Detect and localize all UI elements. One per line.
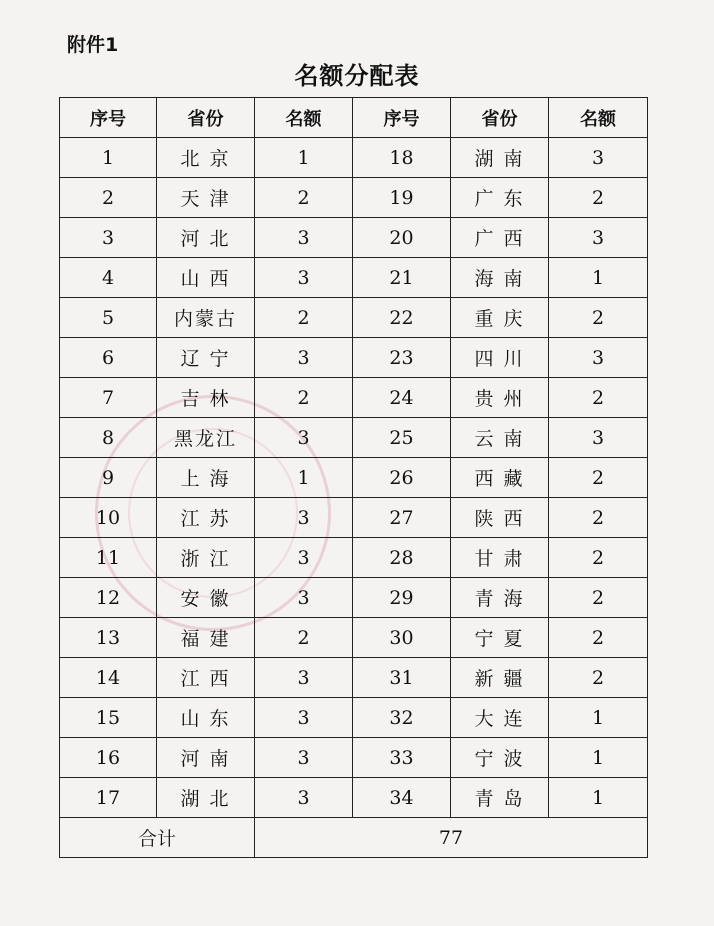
row-province-left: 天 津	[157, 178, 255, 218]
row-province-left: 江 苏	[157, 498, 255, 538]
row-no-left: 14	[60, 658, 157, 698]
row-quota-left: 2	[255, 618, 353, 658]
row-no-right: 26	[353, 458, 451, 498]
row-province-left: 湖 北	[157, 778, 255, 818]
row-no-left: 17	[60, 778, 157, 818]
row-province-left: 山 东	[157, 698, 255, 738]
row-province-right: 海 南	[451, 258, 549, 298]
row-province-right: 西 藏	[451, 458, 549, 498]
row-no-right: 22	[353, 298, 451, 338]
row-no-right: 25	[353, 418, 451, 458]
row-province-right: 青 海	[451, 578, 549, 618]
row-quota-left: 3	[255, 218, 353, 258]
row-province-left: 河 南	[157, 738, 255, 778]
row-province-left: 江 西	[157, 658, 255, 698]
row-province-left: 福 建	[157, 618, 255, 658]
row-quota-left: 3	[255, 698, 353, 738]
row-no-left: 11	[60, 538, 157, 578]
row-quota-right: 2	[549, 538, 648, 578]
row-no-right: 33	[353, 738, 451, 778]
table-row	[60, 698, 648, 738]
row-no-right: 31	[353, 658, 451, 698]
header-right-no: 序号	[353, 98, 451, 138]
row-quota-left: 3	[255, 498, 353, 538]
row-no-left: 15	[60, 698, 157, 738]
row-quota-left: 1	[255, 458, 353, 498]
row-province-left: 辽 宁	[157, 338, 255, 378]
row-no-right: 24	[353, 378, 451, 418]
table-row	[60, 298, 648, 338]
row-province-right: 宁 夏	[451, 618, 549, 658]
table-row	[60, 258, 648, 298]
row-no-left: 8	[60, 418, 157, 458]
row-province-right: 大 连	[451, 698, 549, 738]
table-header-row	[60, 98, 648, 138]
row-quota-left: 2	[255, 298, 353, 338]
table-row	[60, 658, 648, 698]
table-row	[60, 338, 648, 378]
row-no-right: 30	[353, 618, 451, 658]
row-quota-left: 3	[255, 418, 353, 458]
row-quota-right: 2	[549, 658, 648, 698]
row-quota-right: 1	[549, 738, 648, 778]
row-province-right: 青 岛	[451, 778, 549, 818]
row-province-left: 安 徽	[157, 578, 255, 618]
row-province-right: 重 庆	[451, 298, 549, 338]
row-province-right: 陕 西	[451, 498, 549, 538]
header-left-province: 省份	[157, 98, 255, 138]
row-province-left: 黑龙江	[157, 418, 255, 458]
row-quota-right: 3	[549, 338, 648, 378]
row-quota-left: 3	[255, 258, 353, 298]
row-no-right: 21	[353, 258, 451, 298]
row-province-right: 云 南	[451, 418, 549, 458]
row-province-right: 广 西	[451, 218, 549, 258]
row-quota-right: 2	[549, 298, 648, 338]
row-no-left: 5	[60, 298, 157, 338]
row-quota-right: 1	[549, 258, 648, 298]
row-no-left: 7	[60, 378, 157, 418]
table-row	[60, 218, 648, 258]
table-row	[60, 138, 648, 178]
table-row	[60, 778, 648, 818]
row-province-left: 内蒙古	[157, 298, 255, 338]
row-province-right: 四 川	[451, 338, 549, 378]
row-no-right: 29	[353, 578, 451, 618]
quota-allocation-table	[59, 97, 648, 858]
row-quota-right: 2	[549, 578, 648, 618]
row-quota-right: 2	[549, 618, 648, 658]
total-value: 77	[255, 818, 648, 858]
row-no-right: 19	[353, 178, 451, 218]
row-province-left: 浙 江	[157, 538, 255, 578]
row-quota-right: 2	[549, 378, 648, 418]
row-quota-right: 1	[549, 698, 648, 738]
row-no-right: 27	[353, 498, 451, 538]
row-no-left: 9	[60, 458, 157, 498]
row-quota-right: 1	[549, 778, 648, 818]
table-row	[60, 618, 648, 658]
row-quota-right: 3	[549, 138, 648, 178]
row-quota-right: 2	[549, 458, 648, 498]
row-no-right: 34	[353, 778, 451, 818]
row-no-left: 4	[60, 258, 157, 298]
attachment-label: 附件1	[67, 34, 119, 56]
row-province-right: 贵 州	[451, 378, 549, 418]
row-quota-right: 3	[549, 418, 648, 458]
row-no-left: 6	[60, 338, 157, 378]
row-province-left: 山 西	[157, 258, 255, 298]
row-quota-right: 3	[549, 218, 648, 258]
row-no-left: 12	[60, 578, 157, 618]
header-right-province: 省份	[451, 98, 549, 138]
row-no-left: 16	[60, 738, 157, 778]
total-row	[60, 818, 648, 858]
row-no-right: 18	[353, 138, 451, 178]
row-quota-left: 2	[255, 378, 353, 418]
row-no-left: 3	[60, 218, 157, 258]
table-row	[60, 178, 648, 218]
row-quota-left: 3	[255, 338, 353, 378]
row-quota-left: 3	[255, 738, 353, 778]
row-province-left: 吉 林	[157, 378, 255, 418]
row-province-right: 新 疆	[451, 658, 549, 698]
row-no-left: 13	[60, 618, 157, 658]
header-left-no: 序号	[60, 98, 157, 138]
table-row	[60, 418, 648, 458]
row-quota-right: 2	[549, 498, 648, 538]
row-quota-left: 3	[255, 658, 353, 698]
row-province-right: 湖 南	[451, 138, 549, 178]
row-quota-left: 3	[255, 538, 353, 578]
row-quota-left: 3	[255, 778, 353, 818]
row-quota-left: 3	[255, 578, 353, 618]
table-row	[60, 738, 648, 778]
row-quota-left: 2	[255, 178, 353, 218]
row-no-left: 1	[60, 138, 157, 178]
row-no-right: 20	[353, 218, 451, 258]
row-province-right: 甘 肃	[451, 538, 549, 578]
row-quota-right: 2	[549, 178, 648, 218]
header-right-quota: 名额	[549, 98, 648, 138]
header-left-quota: 名额	[255, 98, 353, 138]
row-province-left: 河 北	[157, 218, 255, 258]
row-province-left: 北 京	[157, 138, 255, 178]
row-no-right: 32	[353, 698, 451, 738]
row-quota-left: 1	[255, 138, 353, 178]
table-row	[60, 378, 648, 418]
row-no-left: 10	[60, 498, 157, 538]
row-no-right: 23	[353, 338, 451, 378]
row-no-left: 2	[60, 178, 157, 218]
row-no-right: 28	[353, 538, 451, 578]
row-province-left: 上 海	[157, 458, 255, 498]
total-label: 合计	[60, 818, 255, 858]
row-province-right: 广 东	[451, 178, 549, 218]
table-row	[60, 458, 648, 498]
row-province-right: 宁 波	[451, 738, 549, 778]
table-row	[60, 498, 648, 538]
table-row	[60, 578, 648, 618]
page-title: 名额分配表	[294, 62, 420, 90]
table-row	[60, 538, 648, 578]
